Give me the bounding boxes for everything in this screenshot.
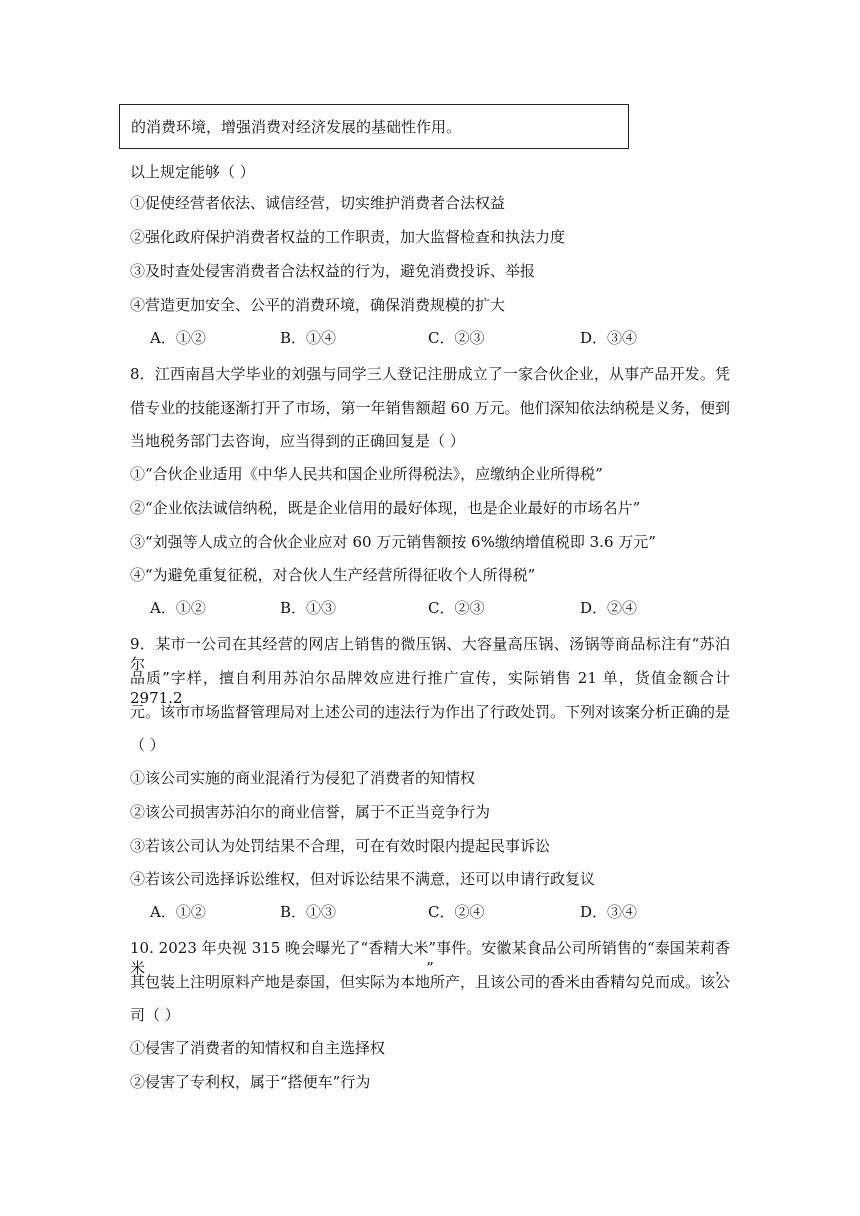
q9-item-1: ①该公司实施的商业混淆行为侵犯了消费者的知情权 (130, 769, 476, 787)
q9-item-4: ④若该公司选择诉讼维权，但对诉讼结果不满意，还可以申请行政复议 (130, 870, 596, 888)
q8-option-a: A．①② (150, 599, 206, 617)
q8-stem-line-3: 当地税务部门去咨询，应当得到的正确回复是（ ） (130, 432, 465, 450)
q10-item-2: ②侵害了专利权，属于“搭便车”行为 (130, 1073, 371, 1091)
q9-option-b: B．①③ (280, 903, 337, 921)
q7-option-a: A．①② (150, 329, 206, 347)
q9-option-d: D．③④ (580, 903, 638, 921)
q7-item-1: ①促使经营者依法、诚信经营，切实维护消费者合法权益 (130, 194, 506, 212)
q9-item-2: ②该公司损害苏泊尔的商业信誉，属于不正当竞争行为 (130, 803, 491, 821)
q8-item-1: ①“合伙企业适用《中华人民共和国企业所得税法》，应缴纳企业所得税” (130, 465, 603, 483)
q7-option-c: C．②③ (428, 329, 485, 347)
q7-item-2: ②强化政府保护消费者权益的工作职责，加大监督检查和执法力度 (130, 228, 566, 246)
q10-stem-line-1: 10. 2023 年央视 315 晚会曝光了“香精大米”事件。安徽某食品公司所销售的“泰国茉莉香米”， (130, 939, 730, 977)
q8-option-b: B．①③ (280, 599, 337, 617)
q9-stem-line-4: （ ） (130, 736, 165, 754)
q7-stem: 以上规定能够（ ） (130, 163, 255, 181)
q7-option-b: B．①④ (280, 329, 337, 347)
q7-option-d: D．③④ (580, 329, 638, 347)
material-box (119, 104, 629, 149)
q8-item-4: ④“为避免重复征税，对合伙人生产经营所得征收个人所得税” (130, 566, 536, 584)
q8-item-2: ②“企业依法诚信纳税，既是企业信用的最好体现，也是企业最好的市场名片” (130, 499, 641, 517)
q9-stem-line-2: 品质”字样，擅自利用苏泊尔品牌效应进行推广宣传，实际销售 21 单，货值金额合计 2971.2 (130, 669, 730, 707)
q7-item-4: ④营造更加安全、公平的消费环境，确保消费规模的扩大 (130, 296, 506, 314)
q8-option-d: D．②④ (580, 599, 638, 617)
q8-item-3: ③“刘强等人成立的合伙企业应对 60 万元销售额按 6%缴纳增值税即 3.6 万元” (130, 533, 656, 551)
q9-option-a: A．①② (150, 903, 206, 921)
q9-option-c: C．②④ (428, 903, 485, 921)
q8-stem-line-2: 借专业的技能逐渐打开了市场，第一年销售额超 60 万元。他们深知依法纳税是义务，便到 (130, 399, 730, 417)
q7-item-3: ③及时查处侵害消费者合法权益的行为，避免消费投诉、举报 (130, 262, 536, 280)
q8-stem-line-1: 8．江西南昌大学毕业的刘强与同学三人登记注册成立了一家合伙企业，从事产品开发。凭 (130, 365, 730, 383)
q8-option-c: C．②③ (428, 599, 485, 617)
q10-stem-line-3: 司（ ） (130, 1006, 180, 1024)
q10-item-1: ①侵害了消费者的知情权和自主选择权 (130, 1039, 386, 1057)
q9-stem-line-1: 9．某市一公司在其经营的网店上销售的微压锅、大容量高压锅、汤锅等商品标注有“苏泊尔 (130, 635, 730, 673)
q9-item-3: ③若该公司认为处罚结果不合理，可在有效时限内提起民事诉讼 (130, 837, 551, 855)
material-text: 的消费环境，增强消费对经济发展的基础性作用。 (131, 118, 462, 136)
q9-stem-line-3: 元。该市市场监督管理局对上述公司的违法行为作出了行政处罚。下列对该案分析正确的是 (130, 703, 731, 721)
q10-stem-line-2: 其包装上注明原料产地是泰国，但实际为本地所产，且该公司的香米由香精勾兑而成。该公 (130, 973, 731, 991)
